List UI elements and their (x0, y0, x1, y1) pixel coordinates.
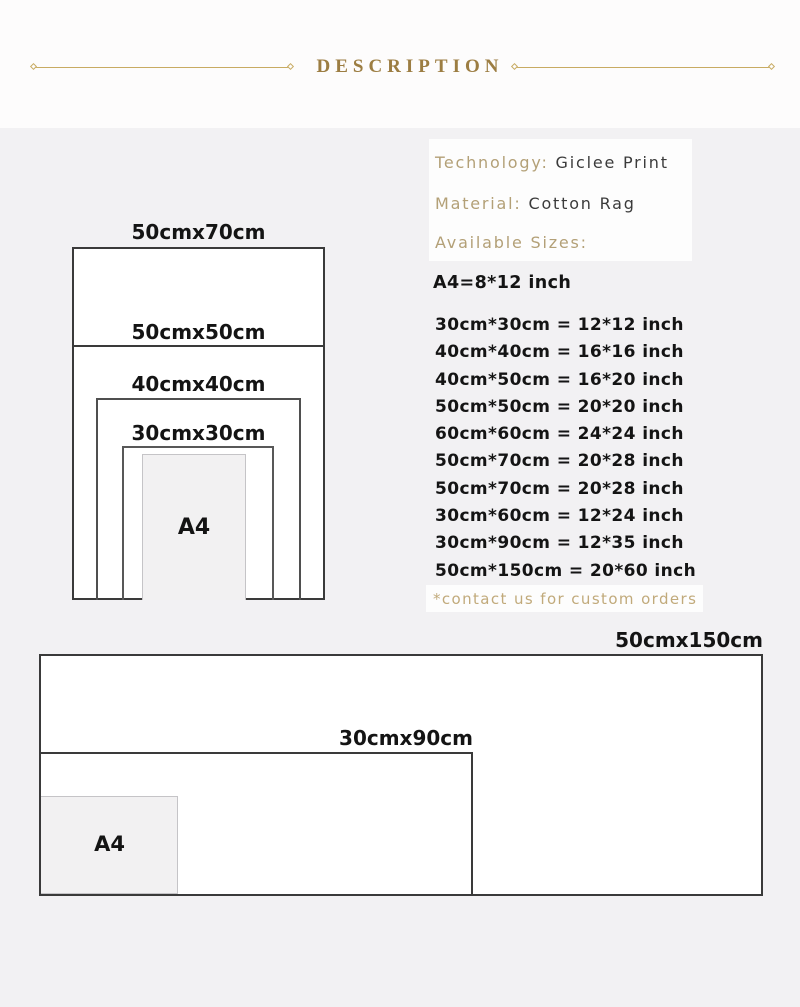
size-label-50x70: 50cmx70cm (131, 220, 266, 244)
size-row: 40cm*50cm = 16*20 inch (435, 369, 684, 390)
diamond-icon (287, 63, 294, 70)
size-row: 60cm*60cm = 24*24 inch (435, 424, 684, 445)
material-value: Cotton Rag (528, 194, 636, 213)
size-label-30x90: 30cmx90cm (339, 726, 473, 750)
contact-note-strip (426, 585, 703, 612)
divider-line-right (515, 67, 771, 68)
size-row: 50cm*150cm = 20*60 inch (435, 560, 697, 581)
size-label-30x30: 30cmx30cm (131, 421, 266, 445)
section-title: DESCRIPTION (316, 56, 504, 77)
technology-label: Technology: (435, 153, 549, 172)
size-label-a4-bottom: A4 (94, 832, 125, 856)
diamond-icon (30, 63, 37, 70)
technology-row (435, 153, 669, 172)
rect-50x50-top-edge (72, 345, 325, 347)
material-label: Material: (435, 194, 522, 213)
a4-equivalent-text: A4=8*12 inch (433, 273, 572, 293)
size-row: 50cm*50cm = 20*20 inch (435, 396, 684, 417)
size-label-a4: A4 (177, 515, 211, 540)
size-row: 50cm*70cm = 20*28 inch (435, 478, 684, 499)
size-label-40x40: 40cmx40cm (131, 372, 266, 396)
available-sizes-label: Available Sizes: (435, 233, 588, 252)
size-row: 50cm*70cm = 20*28 inch (435, 451, 684, 472)
size-row: 40cm*40cm = 16*16 inch (435, 342, 684, 363)
size-label-50x50: 50cmx50cm (131, 320, 266, 344)
technology-value: Giclee Print (555, 153, 669, 172)
contact-note: *contact us for custom orders (433, 589, 698, 608)
diamond-icon (768, 63, 775, 70)
size-row: 30cm*30cm = 12*12 inch (435, 315, 684, 335)
size-row: 30cm*90cm = 12*35 inch (435, 533, 684, 554)
size-row: 30cm*60cm = 12*24 inch (435, 506, 684, 527)
size-label-50x150: 50cmx150cm (615, 628, 763, 652)
divider-line-left (34, 67, 290, 68)
sizes-list (435, 312, 695, 585)
material-row (435, 194, 636, 213)
